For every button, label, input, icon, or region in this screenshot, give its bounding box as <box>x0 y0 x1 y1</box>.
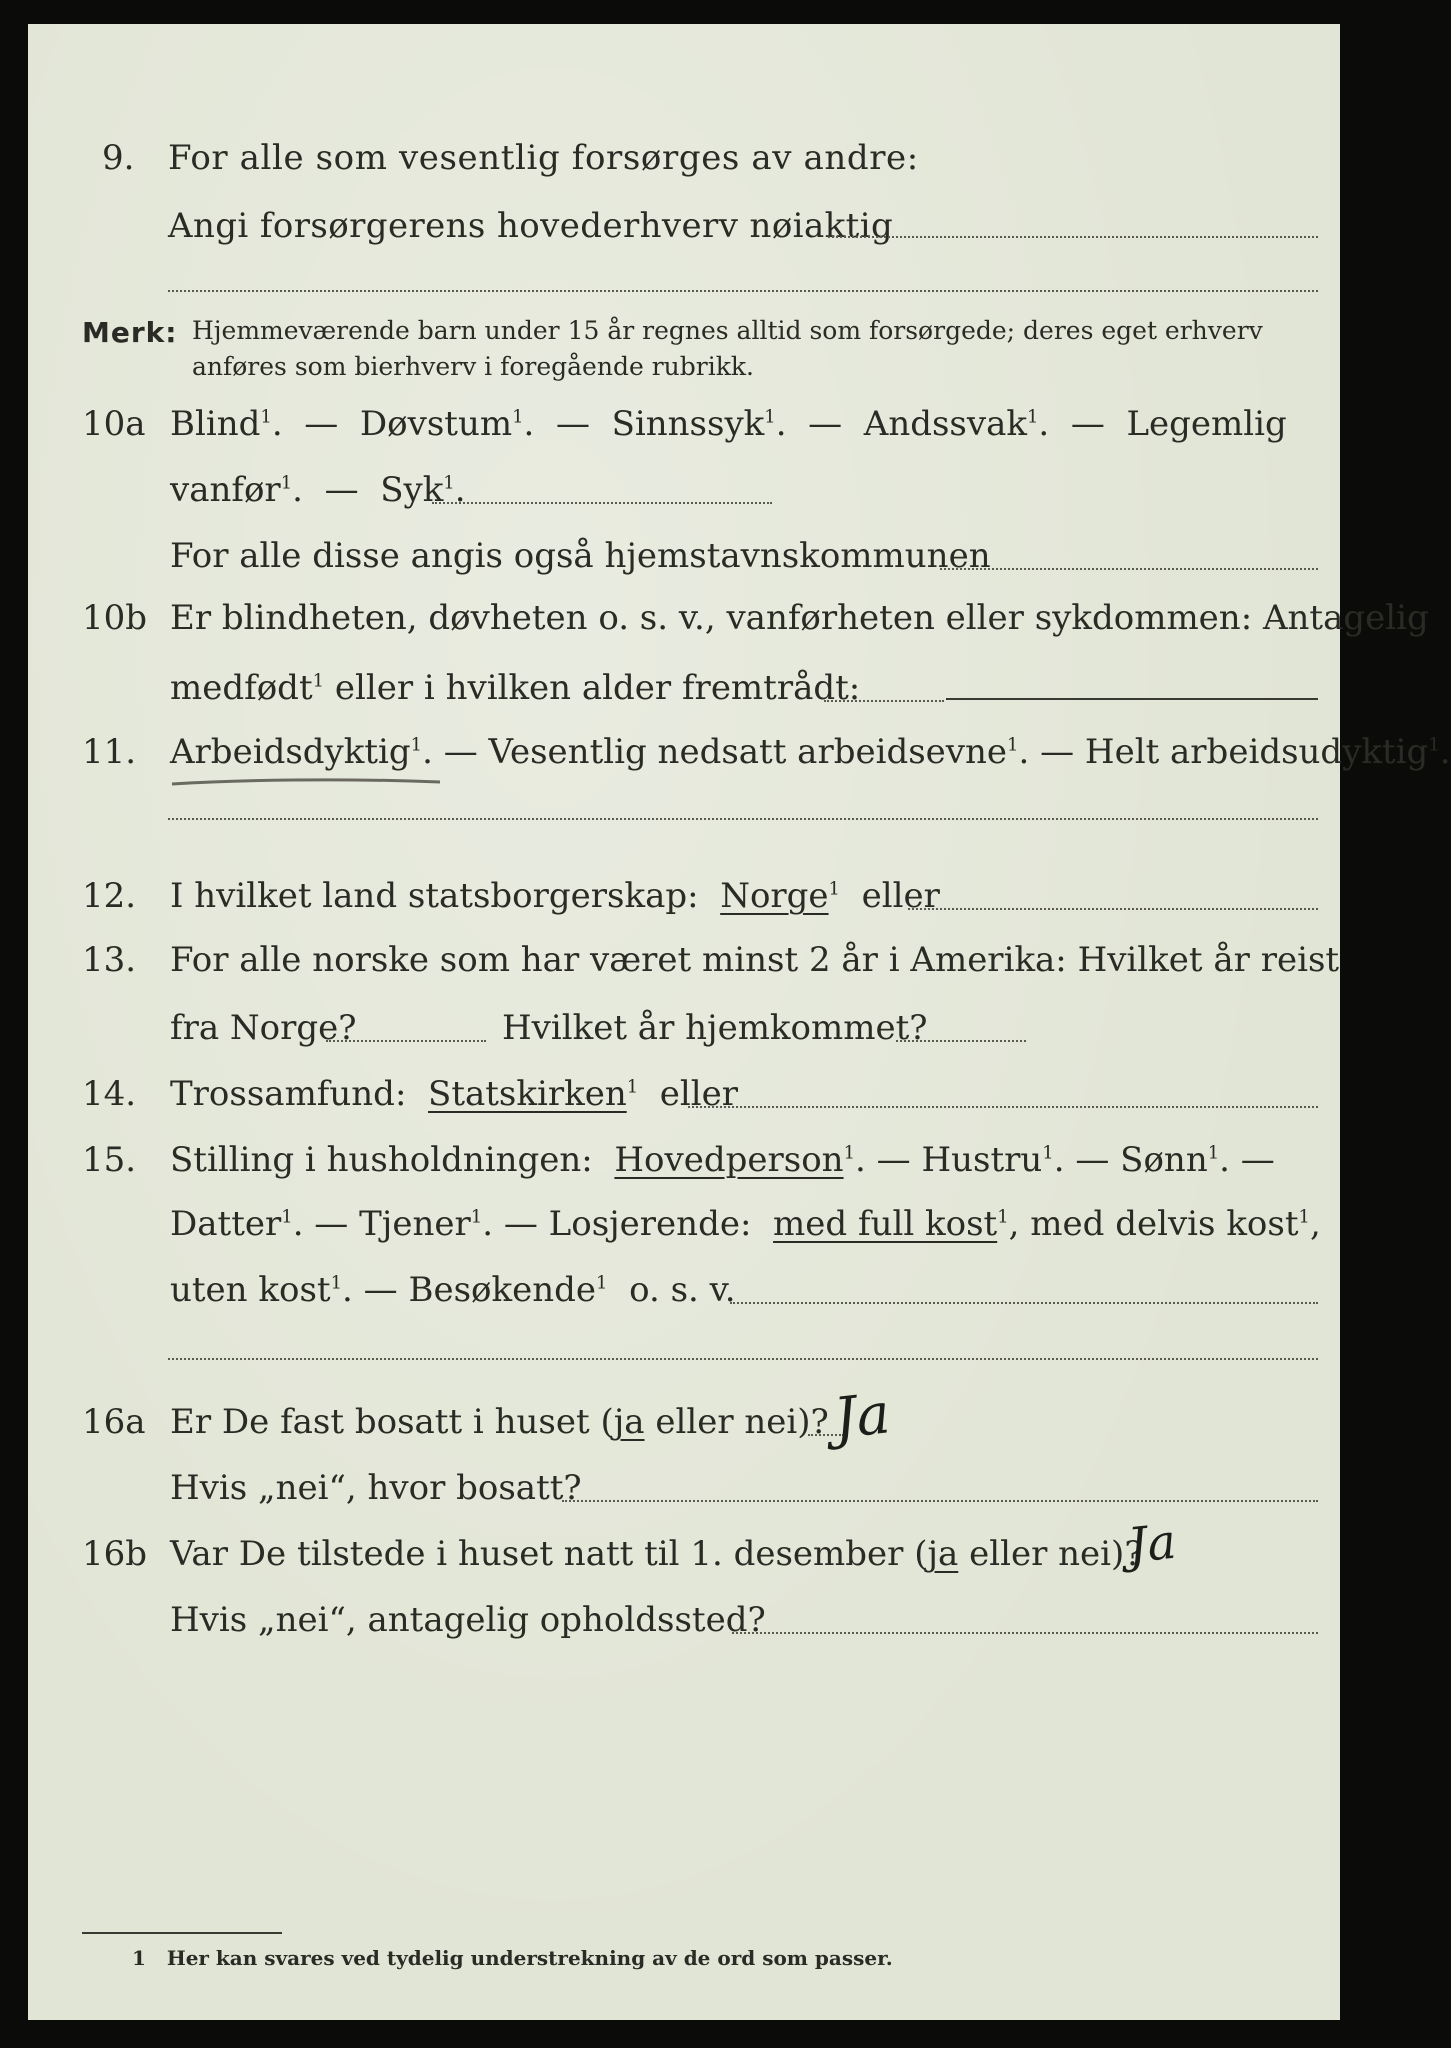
footnote-ref: 1 <box>312 670 325 692</box>
q16a-number: 16a <box>82 1402 146 1442</box>
opt-syk: Syk <box>380 470 444 510</box>
q15-osv: o. s. v. <box>629 1270 736 1310</box>
q16a-line2: Hvis „nei“, hvor bosatt? <box>170 1468 582 1508</box>
footnote <box>132 1946 893 1970</box>
footnote-ref: 1 <box>997 1206 1009 1228</box>
q10b-line2 <box>170 668 860 708</box>
opt-sinnssyk: Sinnssyk <box>611 404 765 444</box>
footnote-ref: 1 <box>410 734 423 756</box>
q14-answer-line <box>688 1106 1318 1108</box>
q10b-answer-line-2 <box>946 698 1318 700</box>
opt-full-kost: med full kost <box>773 1204 998 1244</box>
opt-blind: Blind <box>170 404 261 444</box>
handwritten-underline <box>168 772 448 792</box>
q15-prefix: Stilling i husholdningen: <box>170 1140 593 1180</box>
opt-norge: Norge <box>720 876 829 916</box>
q16b-number: 16b <box>82 1534 148 1574</box>
q10b-line2-rest: eller i hvilken alder fremtrådt: <box>324 668 861 708</box>
opt-dovstum: Døvstum <box>359 404 513 444</box>
footnote-ref: 1 <box>281 1206 293 1228</box>
q13-answer-line <box>326 1040 486 1042</box>
q14-number: 14. <box>82 1074 137 1114</box>
footnote-ref: 1 <box>1207 1142 1220 1164</box>
footnote-marker: 1 <box>132 1946 146 1970</box>
q9-answer-line <box>828 236 1318 238</box>
opt-ja: ja <box>613 1402 645 1442</box>
q9-line2: Angi forsørgerens hovederhverv nøiaktig <box>168 206 894 246</box>
q10a-answer-line <box>432 502 772 504</box>
opt-hustru: Hustru <box>921 1140 1043 1180</box>
q15-line3: uten kost$^1$. — Besøkende$^1$ o. s. v. <box>170 1270 736 1310</box>
q16b-post: eller nei)? <box>958 1534 1143 1574</box>
footnote-ref: 1 <box>443 472 455 494</box>
q14-suffix: eller <box>659 1074 739 1114</box>
q9-number: 9. <box>102 138 135 178</box>
footnote-ref: 1 <box>1298 1206 1310 1228</box>
q13-number: 13. <box>82 940 137 980</box>
opt-medfodt: medfødt <box>170 668 313 708</box>
q13-line1: For alle norske som har været minst 2 år i Amerika: Hvilket år reist <box>170 940 1340 980</box>
opt-hovedperson: Hovedperson <box>614 1140 844 1180</box>
q12-answer-line <box>908 908 1318 910</box>
merk-line1: Hjemmeværende barn under 15 år regnes alltid som forsørgede; deres eget erhverv <box>192 316 1263 345</box>
opt-vanfor: vanfør <box>170 470 281 510</box>
q16a-answer-line-2 <box>562 1500 1318 1502</box>
q11-number: 11. <box>82 732 137 772</box>
opt-losjerende: Losjerende: <box>548 1204 752 1244</box>
footnote-ref: 1 <box>470 1206 483 1228</box>
q13-line2b: Hvilket år hjemkommet? <box>502 1008 928 1048</box>
opt-ja: ja <box>927 1534 959 1574</box>
handwritten-answer-ja: Ja <box>1125 1513 1179 1575</box>
q11-answer-line <box>168 818 1318 820</box>
q16a-post: eller nei)? <box>644 1402 829 1442</box>
q10b-line1: Er blindheten, døvheten o. s. v., vanførheten eller sykdommen: Antagelig <box>170 598 1429 638</box>
q13-answer-line-2 <box>896 1040 1026 1042</box>
footnote-ref: 1 <box>1026 406 1039 428</box>
q10a-answer-line-2 <box>940 568 1318 570</box>
footnote-ref: 1 <box>260 406 272 428</box>
q16a-pre: Er De fast bosatt i huset ( <box>170 1402 614 1442</box>
footnote-text: Her kan svares ved tydelig understrekning av de ord som passer. <box>166 1946 893 1970</box>
opt-udyktig: Helt arbeidsudyktig <box>1084 732 1429 772</box>
q12-suffix: eller <box>861 876 940 916</box>
q10a-number: 10a <box>82 404 146 444</box>
q12-prefix: I hvilket land statsborgerskap: <box>170 876 699 916</box>
footnote-ref: 1 <box>1042 1142 1054 1164</box>
opt-sonn: Sønn <box>1120 1140 1208 1180</box>
merk-label: Merk: <box>82 316 178 349</box>
footnote-rule <box>82 1932 282 1934</box>
footnote-ref: 1 <box>280 472 293 494</box>
q16b-pre: Var De tilstede i huset natt til 1. desember ( <box>170 1534 928 1574</box>
footnote-ref: 1 <box>764 406 776 428</box>
opt-legemlig: Legemlig <box>1126 404 1287 444</box>
q9-line1: For alle som vesentlig forsørges av andre: <box>168 138 919 178</box>
footnote-ref: 1 <box>1007 734 1019 756</box>
q14-line <box>170 1074 738 1114</box>
q16a-line1 <box>170 1402 829 1442</box>
opt-nedsatt: Vesentlig nedsatt arbeidsevne <box>488 732 1008 772</box>
q15-line2: Datter$^1$. — Tjener$^1$. — Losjerende: med full kost$^1$, med delvis kost$^1$, <box>170 1204 1321 1244</box>
q11-line: Arbeidsdyktig$^1$. — Vesentlig nedsatt arbeidsevne$^1$. — Helt arbeidsudyktig$^1$. <box>170 732 1451 772</box>
q16b-answer-line <box>732 1632 1318 1634</box>
opt-statskirken: Statskirken <box>428 1074 627 1114</box>
q15-answer-line-2 <box>168 1358 1318 1360</box>
opt-andssvak: Andssvak <box>863 404 1027 444</box>
footnote-ref: 1 <box>1428 734 1440 756</box>
q16b-line1 <box>170 1534 1143 1574</box>
q13-line2a: fra Norge? <box>170 1008 357 1048</box>
q10a-line3: For alle disse angis også hjemstavnskommunen <box>170 536 991 576</box>
q16b-line2: Hvis „nei“, antagelig opholdssted? <box>170 1600 766 1640</box>
q10a-line1: Blind$^1$. — Døvstum$^1$. — Sinnssyk$^1$. — Andssvak$^1$. — Legemlig <box>170 404 1287 444</box>
opt-arbeidsdyktig: Arbeidsdyktig <box>170 732 411 772</box>
q10b-answer-line <box>824 700 944 702</box>
opt-delvis-kost: med delvis kost <box>1030 1204 1299 1244</box>
q9-answer-line-2 <box>168 290 1318 292</box>
footnote-ref: 1 <box>626 1076 639 1098</box>
opt-uten-kost: uten kost <box>170 1270 331 1310</box>
q15-answer-line <box>730 1302 1318 1304</box>
footnote-ref: 1 <box>330 1272 343 1294</box>
q15-line1: Stilling i husholdningen: Hovedperson$^1$. — Hustru$^1$. — Sønn$^1$. — <box>170 1140 1275 1180</box>
footnote-ref: 1 <box>828 878 840 900</box>
handwritten-answer-ja: Ja <box>830 1381 894 1452</box>
q12-number: 12. <box>82 876 137 916</box>
q10b-number: 10b <box>82 598 148 638</box>
opt-besokende: Besøkende <box>408 1270 596 1310</box>
opt-tjener: Tjener <box>359 1204 471 1244</box>
q12-line <box>170 876 940 916</box>
merk-line2: anføres som bierhverv i foregående rubrikk. <box>192 352 754 381</box>
opt-datter: Datter <box>170 1204 282 1244</box>
footnote-ref: 1 <box>843 1142 856 1164</box>
q10a-line2: vanfør$^1$. — Syk$^1$. <box>170 470 466 510</box>
footnote-ref: 1 <box>512 406 524 428</box>
census-form-page <box>28 24 1451 2020</box>
footnote-ref: 1 <box>596 1272 608 1294</box>
q15-number: 15. <box>82 1140 137 1180</box>
q14-prefix: Trossamfund: <box>170 1074 407 1114</box>
